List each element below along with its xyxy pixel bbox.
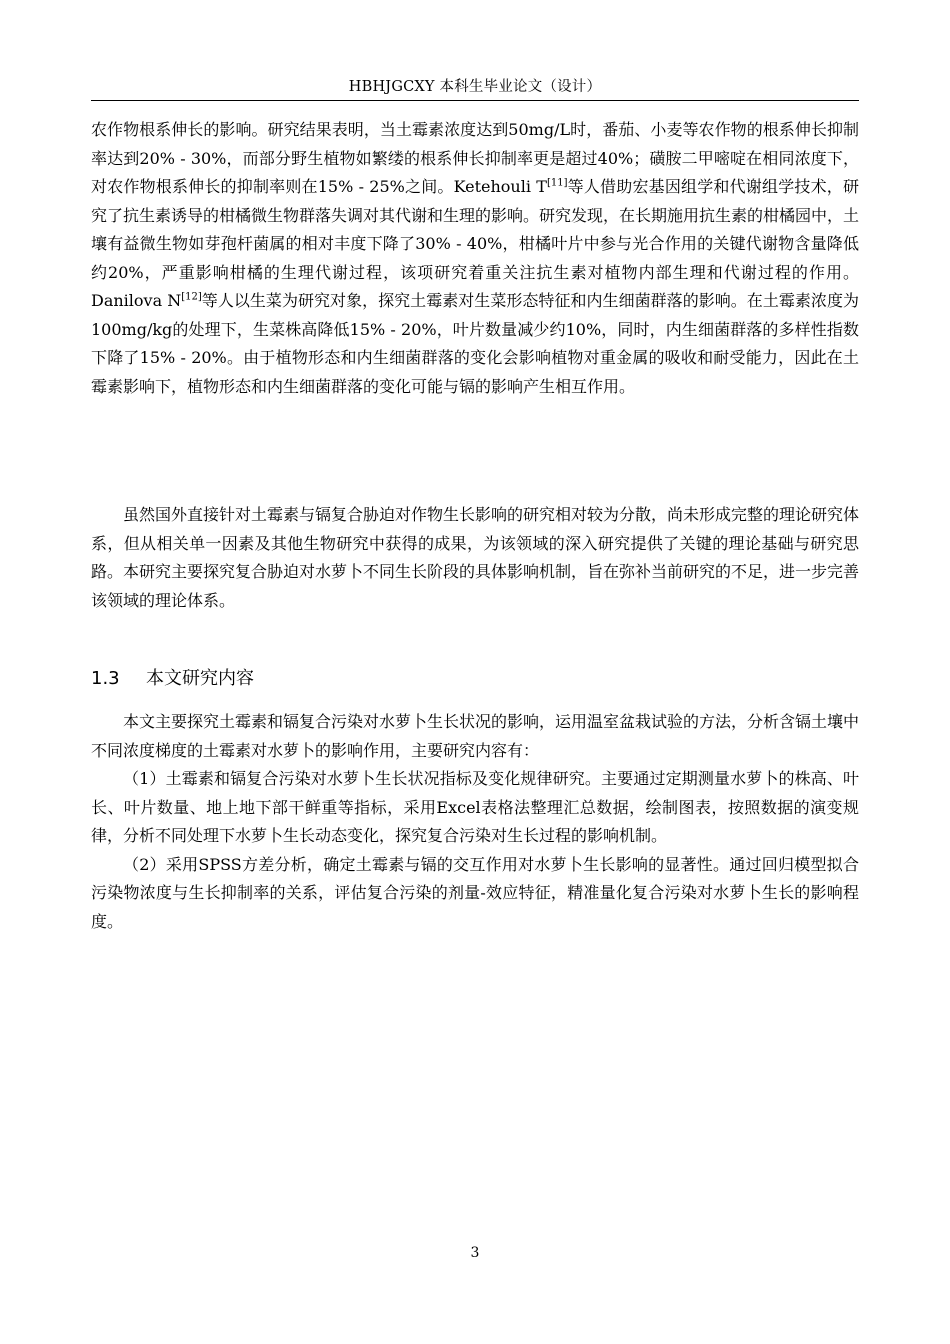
citation-superscript: [11] (546, 177, 568, 189)
paragraph-foreign-research-summary: 虽然国外直接针对土霉素与镉复合胁迫对作物生长影响的研究相对较为分散，尚未形成完整的理论研究体系，但从相关单一因素及其他生物研究中获得的成果，为该领域的深入研究提供了关键的理论基础与研究思路。本研究主要探究复合胁迫对水萝卜不同生长阶段的具体影响机制，旨在弥补当前研究的不足，进一步完善该领域的理论体系。 (91, 505, 860, 610)
paragraph-text-segment: 农作物根系伸长的影响。研究结果表明，当土霉素浓度达到50mg/L时，番茄、小麦等农作物的根系伸长抑制率达到20% - 30%，而部分野生植物如繁缕的根系伸长抑制率更是超过40%；磺胺二甲嘧啶在相同浓度下，对农作物根系伸长的抑制率则在15% - 25%之间。Ketehouli T (91, 120, 859, 196)
body-text-top (91, 116, 859, 401)
section-heading (91, 666, 254, 692)
paragraph-text-segment: 等人以生菜为研究对象，探究土霉素对生菜形态特征和内生细菌群落的影响。在土霉素浓度为100mg/kg的处理下，生菜株高降低15% - 20%，叶片数量减少约10%，同时，内生细菌群落的多样性指数下降了15% - 20%。由于植物形态和内生细菌群落的变化会影响植物对重金属的吸收和耐受能力，因此在土霉素影响下，植物形态和内生细菌群落的变化可能与镉的影响产生相互作用。 (91, 291, 859, 396)
body-text-research-content (91, 708, 859, 936)
section-title: 本文研究内容 (146, 668, 254, 689)
paragraph-research-overview: 本文主要探究土霉素和镉复合污染对水萝卜生长状况的影响，运用温室盆栽试验的方法，分析含镉土壤中不同浓度梯度的土霉素对水萝卜的影响作用，主要研究内容有： (91, 712, 860, 760)
paragraph-text-segment: 等人借助宏基因组学和代谢组学技术，研究了抗生素诱导的柑橘微生物群落失调对其代谢和生理的影响。研究发现，在长期施用抗生素的柑橘园中，土壤有益微生物如芽孢杆菌属的相对丰度下降了30% - 40%，柑橘叶片中参与光合作用的关键代谢物含量降低约20%，严重影响柑橘的生理代谢过程，该项研究着重关注抗生素对植物内部生理和代谢过程的作用。Danilova N (91, 177, 860, 310)
body-text-summary (91, 501, 859, 615)
running-header: HBHJGCXY 本科生毕业论文（设计） (348, 79, 602, 95)
header-divider (91, 100, 859, 101)
research-item-2: （2）采用SPSS方差分析，确定土霉素与镉的交互作用对水萝卜生长影响的显著性。通过回归模型拟合污染物浓度与生长抑制率的关系，评估复合污染的剂量-效应特征，精准量化复合污染对水萝卜生长的影响程度。 (91, 854, 859, 931)
section-number: 1.3 (91, 668, 120, 689)
citation-superscript: [12] (181, 291, 202, 303)
research-item-1: （1）土霉素和镉复合污染对水萝卜生长状况指标及变化规律研究。主要通过定期测量水萝卜的株高、叶长、叶片数量、地上地下部干鲜重等指标，采用Excel表格法整理汇总数据，绘制图表，按照数据的演变规律，分析不同处理下水萝卜生长动态变化，探究复合污染对生长过程的影响机制。 (91, 769, 859, 845)
page-number: 3 (470, 1245, 480, 1261)
paragraph-literature-continued (91, 116, 859, 401)
